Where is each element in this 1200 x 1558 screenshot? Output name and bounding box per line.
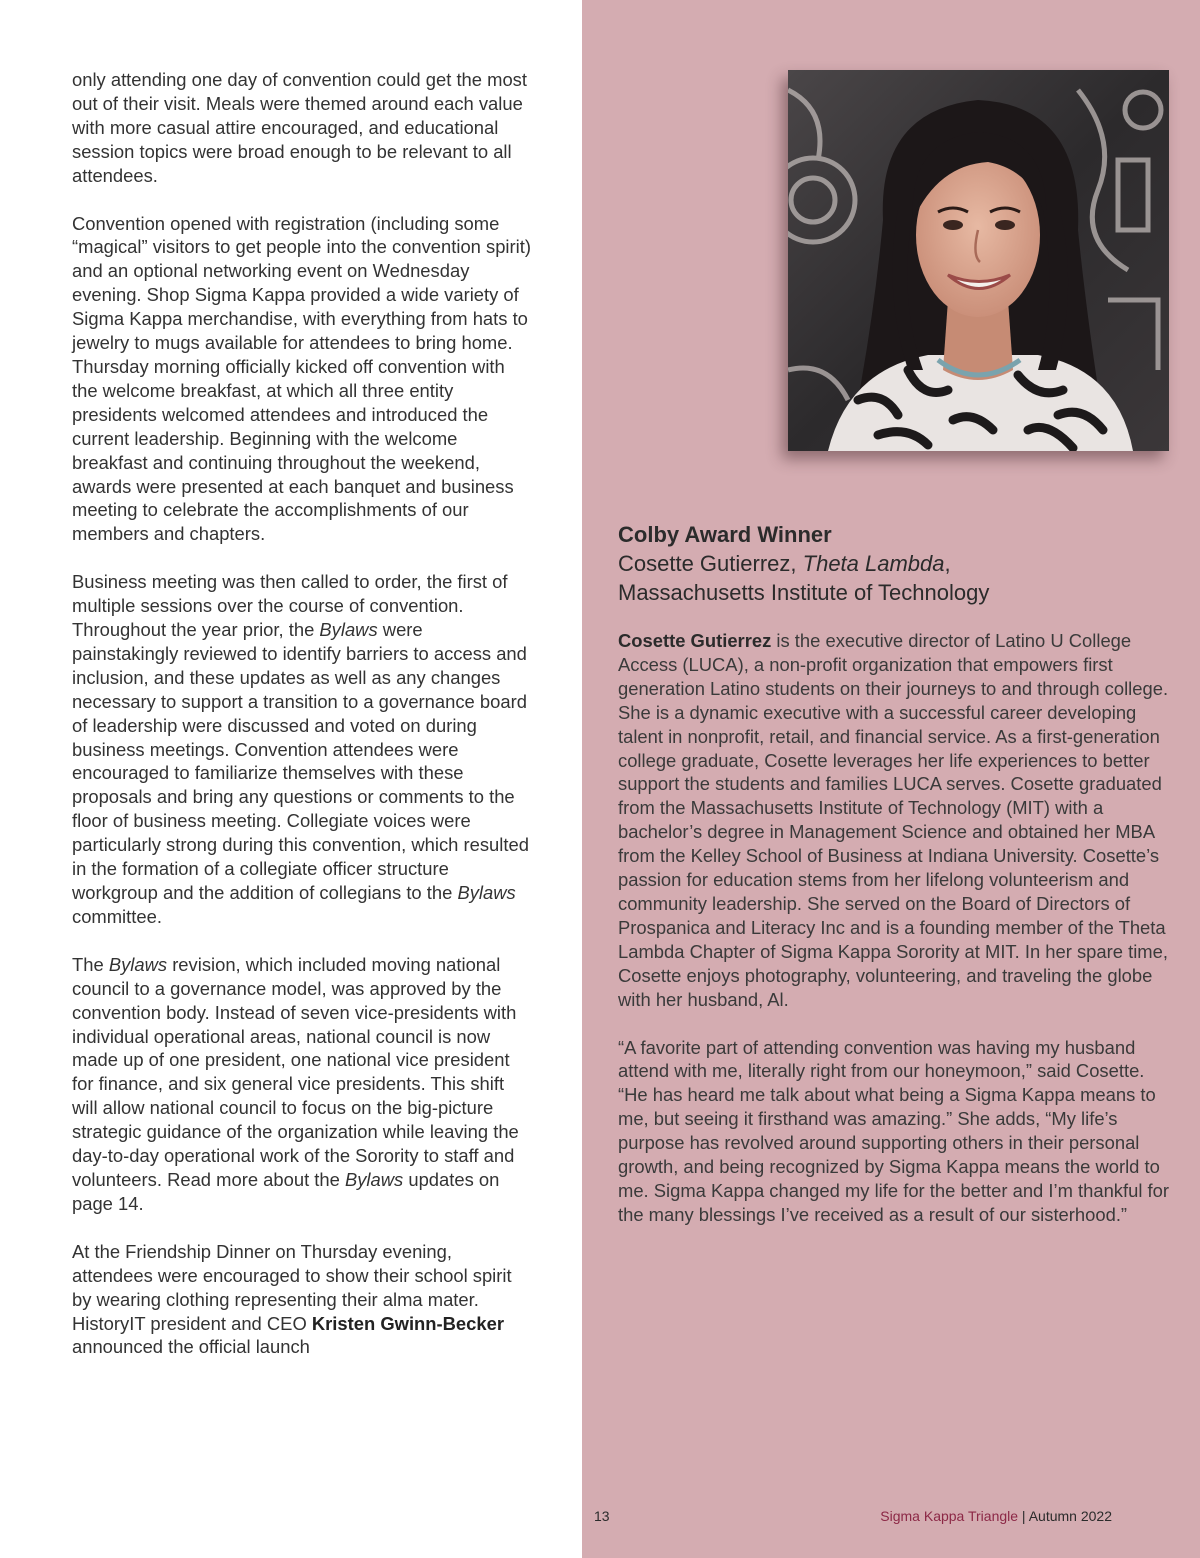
award-heading [618, 520, 1178, 607]
winner-bio [618, 629, 1178, 1251]
award-recipient: Cosette Gutierrez, Theta Lambda, [618, 551, 951, 576]
page-number: 13 [594, 1508, 610, 1524]
paragraph: Convention opened with registration (including some “magical” visitors to get people into the convention spirit) and an optional networking event on Wednesday evening. Shop Sigma Kappa provided a wide variety of Sigma Kappa merchandise, with everything from hats to jewelry to mugs available for attendees to bring home. Thursday morning officially kicked off convention with the welcome breakfast, at which all three entity presidents welcomed attendees and introduced the current leadership. Beginning with the welcome breakfast and continuing throughout the weekend, awards were presented at each banquet and business meeting to celebrate the accomplishments of our members and chapters. [72, 212, 531, 545]
paragraph: only attending one day of convention could get the most out of their visit. Meals were themed around each value with more casual attire encouraged, and educational session topics were broad enough to be relevant to all attendees. [72, 69, 527, 186]
paragraph: Business meeting was then called to order, the first of multiple sessions over the course of convention. Throughout the year prior, the Bylaws were painstakingly reviewed to identify barriers to access and inclusion, and these updates as well as any changes necessary to support a transition to a governance board of leadership were discussed and voted on during business meetings. Convention attendees were encouraged to familiarize themselves with these proposals and bring any questions or comments to the floor of business meeting. Collegiate voices were particularly strong during this convention, which resulted in the formation of a collegiate officer structure workgroup and the addition of collegians to the Bylaws committee. [72, 571, 529, 927]
sidebar-panel [582, 0, 1200, 1558]
portrait-illustration [788, 70, 1169, 451]
award-school: Massachusetts Institute of Technology [618, 580, 990, 605]
footer-masthead: Sigma Kappa Triangle | Autumn 2022 [880, 1508, 1112, 1524]
issue-date: Autumn 2022 [1028, 1508, 1112, 1524]
portrait-photo [788, 70, 1169, 451]
paragraph: At the Friendship Dinner on Thursday evening, attendees were encouraged to show their school spirit by wearing clothing representing their alma mater. HistoryIT president and CEO Kristen Gwinn-Becker announced the official launch [72, 1240, 512, 1358]
award-title: Colby Award Winner [618, 522, 832, 547]
publication-name: Sigma Kappa Triangle [880, 1508, 1019, 1524]
paragraph: Cosette Gutierrez is the executive director of Latino U College Access (LUCA), a non-profit organization that empowers first generation Latino students on their journeys to and through college. She is a dynamic executive with a successful career developing talent in nonprofit, retail, and financial service. As a first-generation college graduate, Cosette leverages her life experiences to better support the students and families LUCA serves. Cosette graduated from the Massachusetts Institute of Technology (MIT) with a bachelor’s degree in Management Science and obtained her MBA from the Kelley School of Business at Indiana University. Cosette’s passion for education stems from her lifelong volunteerism and community leadership. She served on the Board of Directors of Prospanica and Literacy Inc and is a founding member of the Theta Lambda Chapter of Sigma Kappa Sorority at MIT. In her spare time, Cosette enjoys photography, volunteering, and traveling the globe with her husband, Al. [618, 630, 1169, 1010]
chapter-name: Theta Lambda [802, 551, 945, 576]
paragraph: The Bylaws revision, which included moving national council to a governance model, was approved by the convention body. Instead of seven vice-presidents with individual operational areas, national council is now made up of one president, one national vice president for finance, and six general vice presidents. This shift will allow national council to focus on the big-picture strategic guidance of the organization while leaving the day-to-day operational work of the Sorority to staff and volunteers. Read more about the Bylaws updates on page 14. [72, 953, 519, 1214]
article-left-column [72, 68, 532, 1383]
quote-paragraph: “A favorite part of attending convention was having my husband attend with me, literally right from our honeymoon,” said Cosette. “He has heard me talk about what being a Sigma Kappa means to me, but seeing it firsthand was amazing.” She adds, “My life’s purpose has revolved around supporting others in their personal growth, and being recognized by Sigma Kappa means the world to me. Sigma Kappa changed my life for the better and I’m thankful for the many blessings I’ve received as a result of our sisterhood.” [618, 1036, 1169, 1225]
